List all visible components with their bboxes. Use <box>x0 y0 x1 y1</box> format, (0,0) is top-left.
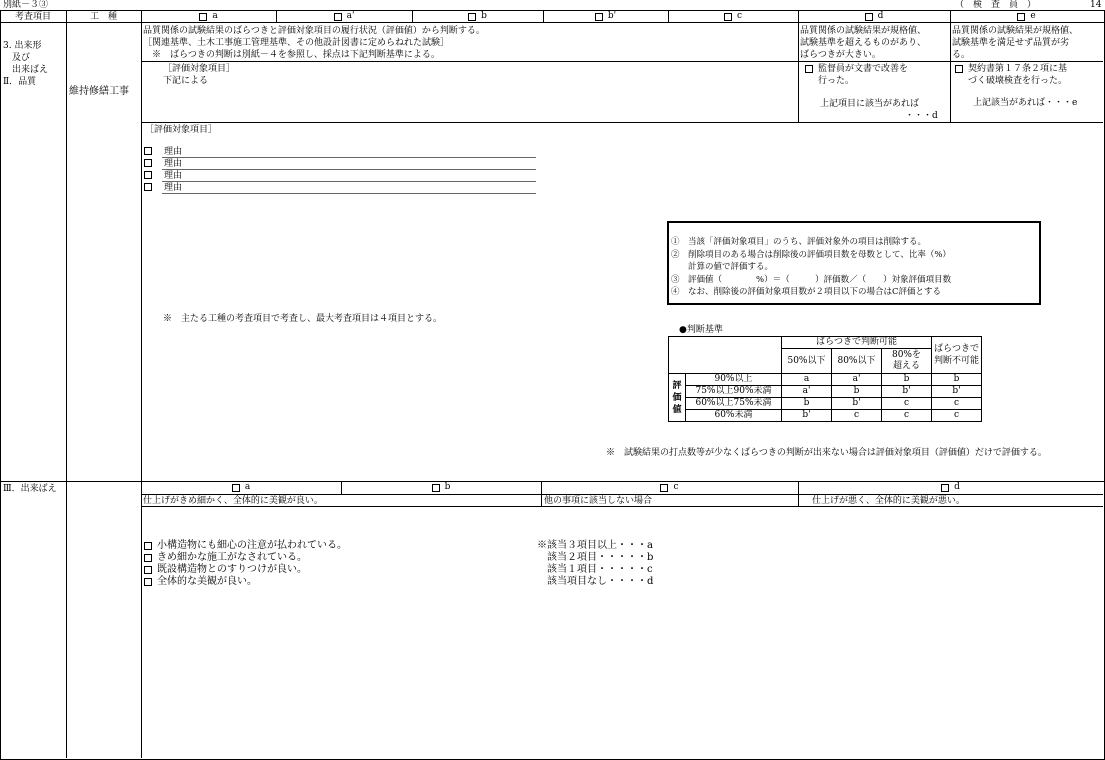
grade-e-checkbox[interactable] <box>1017 13 1025 21</box>
quality-description: 品質関係の試験結果のばらつきと評価対象項目の履行状況（評価値）から判断する。 ［関連基準、土木工事施工管理基準、その他設計図書に定めらねれた試験］ ※ ばらつきの判断は別紙－４を参照し、採点は下記判断基準による。 <box>143 26 485 60</box>
finish-grade-c-checkbox[interactable] <box>660 484 668 492</box>
col-header-item: 考査項目 <box>14 12 51 22</box>
grade-b-checkbox[interactable] <box>468 13 476 21</box>
grade-e-note: 上記該当があれば・・・e <box>973 98 1078 108</box>
judge-row: 75%以上90%未満 a' b b' b' <box>669 386 982 398</box>
eval-items-block: ［評価対象項目］ 下記による <box>163 64 236 86</box>
judgement-table: ばらつきで判断可能 ばらつきで 判断不可能 50%以下 80%以下 80%を 超える 評 価 値 90%以上 a a' b b 75%以上90%未満 a' b b' b' 60%以上75%未満 b b' c c 60%未満 b' c c c <box>668 336 982 422</box>
grade-a-prime-header[interactable]: a' <box>276 11 412 22</box>
finish-grade-b-header[interactable]: b <box>341 482 541 493</box>
finish-check-item[interactable]: 小構造物にも細心の注意が払われている。 <box>144 540 347 552</box>
finish-check-item[interactable]: 既設構造物とのすりつけが良い。 <box>144 564 347 576</box>
reason-row[interactable]: 理由 <box>144 158 536 170</box>
quality-work-type: 維持修繕工事 <box>69 86 129 97</box>
grade-e-check-item[interactable]: 契約書第１７条２項に基 づく破壊検査を行った。 <box>955 63 1067 87</box>
grade-d-condition-checkbox[interactable] <box>805 65 813 73</box>
judge-row: 評 価 値 90%以上 a a' b b <box>669 374 982 386</box>
grade-a-prime-checkbox[interactable] <box>334 13 342 21</box>
grade-b-header[interactable]: b <box>412 11 543 22</box>
col-header-work-type: 工 種 <box>89 12 117 22</box>
finish-checkbox[interactable] <box>144 554 152 562</box>
finish-grade-d-header[interactable]: d <box>798 482 1103 493</box>
main-note: ※ 主たる工種の考査項目で考査し、最大考査項目は４項目とする。 <box>163 314 443 324</box>
finish-check-item[interactable]: きめ細かな施工がなされている。 <box>144 552 347 564</box>
grade-e-description: 品質関係の試験結果が規格値、 試験基準を満足せず品質が劣 る。 <box>952 26 1079 60</box>
reason-checkbox[interactable] <box>144 159 152 167</box>
finish-checkbox[interactable] <box>144 566 152 574</box>
reason-row[interactable]: 理由 <box>144 146 536 158</box>
grade-d-header[interactable]: d <box>798 11 950 22</box>
bottom-note: ※ 試験結果の打点数等が少なくばらつきの判断が出来ない場合は評価対象項目（評価値）だけで評価する。 <box>606 448 1047 458</box>
finish-grade-c-desc: 他の事項に該当しない場合 <box>544 496 653 506</box>
finish-grade-c-header[interactable]: c <box>541 482 798 493</box>
reason-row[interactable]: 理由 <box>144 182 536 194</box>
finish-check-item[interactable]: 全体的な美観が良い。 <box>144 576 347 588</box>
finish-checkbox[interactable] <box>144 542 152 550</box>
reason-checkbox[interactable] <box>144 183 152 191</box>
page-number: 14 <box>1090 0 1102 10</box>
judge-row: 60%未満 b' c c c <box>669 410 982 422</box>
reason-checkbox[interactable] <box>144 147 152 155</box>
evaluation-rules-box: ① 当該「評価対象項目」のうち、評価対象外の項目は削除する。 ② 削除項目のある場合は削除後の評価項目数を母数として、比率（%） 計算の値で評価する。 ③ 評価値（ %）＝（ ）評価数／（ ）対象評価項目数 ④ なお、削除後の評価対象項目数が２項目以下の場合はC評価とする <box>667 221 1041 305</box>
grade-a-header[interactable]: a <box>141 11 276 22</box>
eval-items-title-2: ［評価対象項目］ <box>145 125 218 135</box>
reason-row[interactable]: 理由 <box>144 170 536 182</box>
finish-grade-d-checkbox[interactable] <box>941 484 949 492</box>
form-number: 別紙－３③ <box>3 0 49 10</box>
grade-d-note: 上記項目に該当があれば ・・・d <box>820 99 938 121</box>
finish-grade-d-desc: 仕上げが悪く、全体的に美観が悪い。 <box>812 496 965 506</box>
quality-item-label: 3. 出来形 及び 出来ばえ Ⅱ．品質 <box>3 41 49 87</box>
finish-grade-a-header[interactable]: a <box>141 482 341 493</box>
finish-scoring: ※該当３項目以上・・・a 該当２項目・・・・・b 該当１項目・・・・・c 該当項目なし・・・・d <box>537 540 654 587</box>
grade-d-checkbox[interactable] <box>865 13 873 21</box>
finish-checkbox[interactable] <box>144 578 152 586</box>
inspector-label: （ 検 査 員 ） <box>955 0 1037 10</box>
grade-d-description: 品質関係の試験結果が規格値、 試験基準を超えるものがあり、 ばらつきが大きい。 <box>800 26 927 60</box>
grade-a-checkbox[interactable] <box>199 13 207 21</box>
judge-row: 60%以上75%未満 b b' c c <box>669 398 982 410</box>
grade-b-prime-header[interactable]: b' <box>543 11 668 22</box>
grade-e-condition-checkbox[interactable] <box>955 65 963 73</box>
finish-grade-ab-desc: 仕上げがきめ細かく、全体的に美観が良い。 <box>143 496 323 506</box>
finish-item-label: Ⅲ．出来ばえ <box>3 484 57 494</box>
grade-d-check-item[interactable]: 監督員が文書で改善を 行った。 <box>805 63 908 87</box>
reason-checkbox[interactable] <box>144 171 152 179</box>
grade-c-header[interactable]: c <box>668 11 798 22</box>
finish-grade-a-checkbox[interactable] <box>232 484 240 492</box>
finish-grade-b-checkbox[interactable] <box>432 484 440 492</box>
judge-title: ●判断基準 <box>679 325 723 335</box>
finish-check-list <box>144 540 347 588</box>
grade-e-header[interactable]: e <box>950 11 1103 22</box>
grade-c-checkbox[interactable] <box>724 13 732 21</box>
grade-b-prime-checkbox[interactable] <box>595 13 603 21</box>
